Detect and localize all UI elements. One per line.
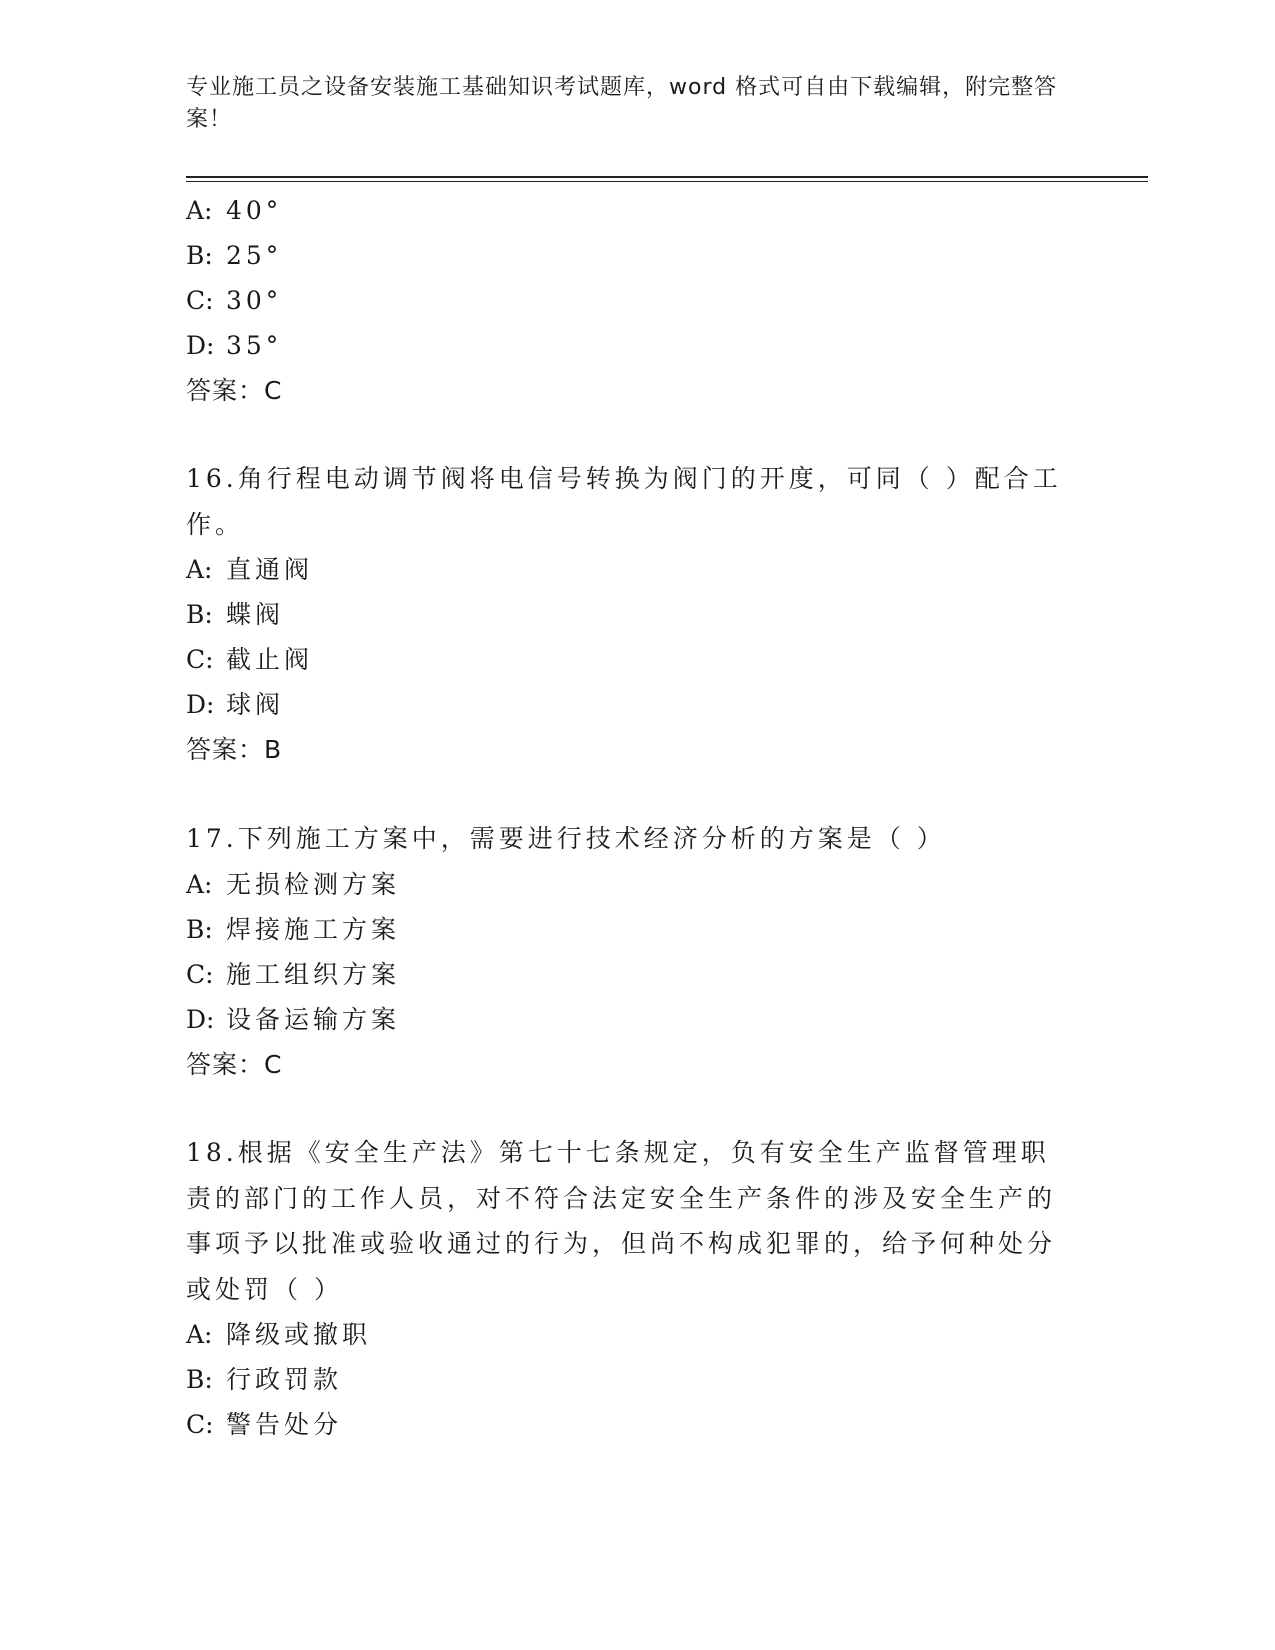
q16-option-c <box>186 645 313 675</box>
option-letter: B: <box>186 915 213 944</box>
q17-option-c <box>186 960 400 990</box>
q15-option-b <box>186 241 282 271</box>
option-letter: B: <box>186 241 213 270</box>
option-text: 球阀 <box>226 690 285 719</box>
option-text: 降级或撤职 <box>226 1320 372 1349</box>
option-text: 35° <box>226 331 283 360</box>
header-divider-thick <box>186 176 1148 178</box>
option-text: 25° <box>226 241 283 270</box>
option-letter: C: <box>186 1410 214 1439</box>
option-text: 设备运输方案 <box>226 1005 401 1034</box>
option-text: 40° <box>226 196 283 225</box>
option-letter: D: <box>186 331 215 360</box>
option-letter: C: <box>186 286 214 315</box>
option-letter: A: <box>186 196 213 225</box>
option-text: 直通阀 <box>226 555 314 584</box>
q16-option-d <box>186 690 284 720</box>
q16-question: 16.角行程电动调节阀将电信号转换为阀门的开度，可同（ ）配合工作。 <box>186 464 1062 539</box>
option-letter: A: <box>186 870 213 899</box>
option-text: 无损检测方案 <box>226 870 401 899</box>
q17-question: 17.下列施工方案中，需要进行技术经济分析的方案是（ ） <box>186 824 946 853</box>
option-text: 焊接施工方案 <box>226 915 401 944</box>
q16-option-a <box>186 555 313 585</box>
q18-option-c <box>186 1410 342 1440</box>
q15-option-a <box>186 196 282 226</box>
option-letter: C: <box>186 960 214 989</box>
q17-option-a <box>186 870 400 900</box>
header-divider-thin <box>186 181 1148 182</box>
option-text: 蝶阀 <box>226 600 285 629</box>
q17-answer: 答案：C <box>186 1050 283 1079</box>
q18-option-b <box>186 1365 342 1395</box>
option-letter: A: <box>186 555 213 584</box>
q18-option-a <box>186 1320 371 1350</box>
option-text: 施工组织方案 <box>226 960 401 989</box>
q18-question: 18.根据《安全生产法》第七十七条规定，负有安全生产监督管理职责的部门的工作人员，对不符合法定安全生产条件的涉及安全生产的事项予以批准或验收通过的行为，但尚不构成犯罪的，给予何种处分或处罚（ ） <box>186 1138 1057 1304</box>
option-letter: B: <box>186 600 213 629</box>
option-letter: C: <box>186 645 214 674</box>
option-text: 30° <box>226 286 283 315</box>
q17-option-b <box>186 915 400 945</box>
q15-option-d <box>186 331 282 361</box>
option-text: 截止阀 <box>226 645 314 674</box>
q16-answer: 答案：B <box>186 735 283 764</box>
option-letter: D: <box>186 690 215 719</box>
document-header: 专业施工员之设备安装施工基础知识考试题库，word 格式可自由下载编辑，附完整答案！ <box>186 75 1058 132</box>
option-text: 警告处分 <box>226 1410 343 1439</box>
option-letter: D: <box>186 1005 215 1034</box>
q17-option-d <box>186 1005 400 1035</box>
option-letter: A: <box>186 1320 213 1349</box>
q15-option-c <box>186 286 282 316</box>
q16-option-b <box>186 600 284 630</box>
option-text: 行政罚款 <box>226 1365 343 1394</box>
option-letter: B: <box>186 1365 213 1394</box>
q15-answer: 答案：C <box>186 376 283 405</box>
